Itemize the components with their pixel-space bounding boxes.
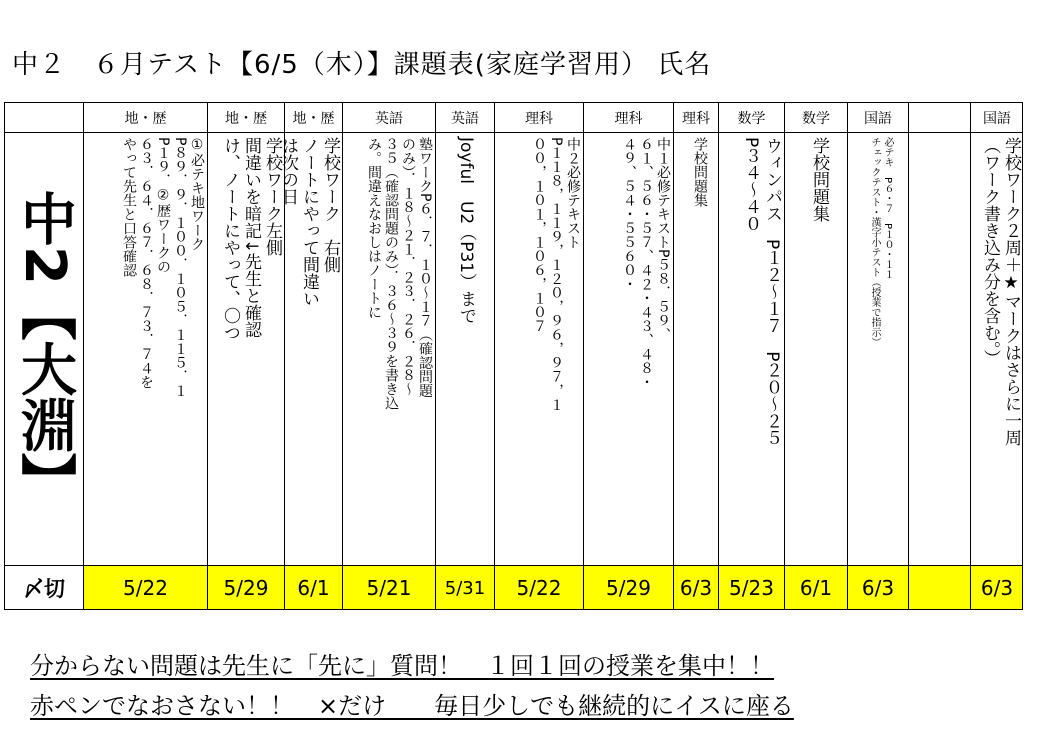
subject-header: 理科 <box>494 102 583 132</box>
assignment-cell <box>435 132 494 565</box>
deadline-cell: 6/3 <box>847 565 908 610</box>
assignment-text: 塾ワークP６．７．１０～１７（確認問題 のみ）．１８～２１．２３．２６．２８～ ３５（確認問題のみ）．３６～３９を書き込 み。間違えなおしはノートに <box>366 137 433 410</box>
deadline-cell: 5/22 <box>83 565 207 610</box>
left-label-header <box>4 102 83 132</box>
deadline-label: 〆切 <box>23 577 65 601</box>
deadline-cell: 5/22 <box>494 565 583 610</box>
table-frame-bottom <box>4 609 1023 610</box>
deadline-cell: 5/21 <box>342 565 435 610</box>
deadline-cell: 6/3 <box>673 565 718 610</box>
subject-header: 国語 <box>970 102 1023 132</box>
document-title: 中２ ６月テスト【6/5（木）】課題表(家庭学習用） 氏名 <box>12 50 712 80</box>
assignment-cell <box>207 132 284 565</box>
assignment-text: 中１必修テキストP５８．５９、 ６１、５６・５７、４２・４３、４８・ ４９、５４・５５６０・ <box>621 137 671 389</box>
deadline-cell-empty <box>908 565 970 610</box>
subject-header: 数学 <box>718 102 784 132</box>
deadline-cell: 6/1 <box>784 565 847 610</box>
table-frame-right <box>1022 102 1023 610</box>
study-note: 分からない問題は先生に「先に」質問！ １回１回の授業を集中！！ <box>30 652 774 680</box>
assignment-text: ウィンパス P１２～１７ P２０～２５ P３４～４０ <box>741 137 782 447</box>
subject-header: 理科 <box>583 102 673 132</box>
deadline-cell: 6/1 <box>284 565 342 610</box>
subject-header: 数学 <box>784 102 847 132</box>
assignment-text: 学校ワーク 右側 ノートにやって間違い は次の日 <box>278 137 340 307</box>
assignment-table <box>4 102 1023 610</box>
subject-header: 地・歴 <box>284 102 342 132</box>
deadline-cell: 5/29 <box>583 565 673 610</box>
assignment-text: ①必テキ地ワーク P８９．９．１００．１０５．１１５．１ P１９．②歴ワークの ６３．６４．６７．６８．７３．７４を やって先生と口答確認 <box>121 137 205 398</box>
study-note: 赤ペンでなおさない！！ ×だけ 毎日少しでも継続的にイスに座る <box>30 692 794 720</box>
deadline-cell: 6/3 <box>970 565 1023 610</box>
assignment-cell <box>583 132 673 565</box>
assignment-cell <box>673 132 718 565</box>
assignment-text: 中２必修テキスト P１１８，１１９，１２０，９６，９７，１ ００，１０１，１０６，１０７ <box>531 137 581 412</box>
subject-header: 理科 <box>673 102 718 132</box>
subject-header: 地・歴 <box>207 102 284 132</box>
deadline-cell: 5/23 <box>718 565 784 610</box>
deadline-cell: 5/31 <box>435 565 494 610</box>
subject-header-empty <box>908 102 970 132</box>
deadline-label-cell <box>4 565 83 610</box>
assignment-cell <box>970 132 1023 565</box>
assignment-text: 学校ワーク左側 間違いを暗記↓先生と確認 け、ノートにやって、〇つ <box>220 137 282 341</box>
assignment-text: 学校ワーク２周＋★マークはさらに一周 （ワーク書き込み分を含む。） <box>980 137 1021 446</box>
assignment-cell <box>718 132 784 565</box>
assignment-cell <box>342 132 435 565</box>
subject-header: 英語 <box>435 102 494 132</box>
left-label-cell <box>4 132 83 565</box>
deadline-cell: 5/29 <box>207 565 284 610</box>
assignment-cell <box>784 132 847 565</box>
subject-header: 英語 <box>342 102 435 132</box>
assignment-cell <box>83 132 207 565</box>
assignment-text: Joyful U2（P31）まで <box>456 137 476 325</box>
class-teacher-label: 中2【大淵】 <box>12 189 77 509</box>
assignment-text: 学校問題集 <box>692 137 708 207</box>
assignment-cell-empty <box>908 132 970 565</box>
subject-header: 地・歴 <box>83 102 207 132</box>
subject-header: 国語 <box>847 102 908 132</box>
assignment-text: 学校問題集 <box>809 137 829 222</box>
assignment-cell <box>494 132 583 565</box>
assignment-cell <box>278 132 342 565</box>
assignment-text: 必テキ P６・７ P１０・１１ チェックテスト・漢字小テスト（授業で指示） <box>869 137 893 347</box>
assignment-cell <box>847 132 908 565</box>
